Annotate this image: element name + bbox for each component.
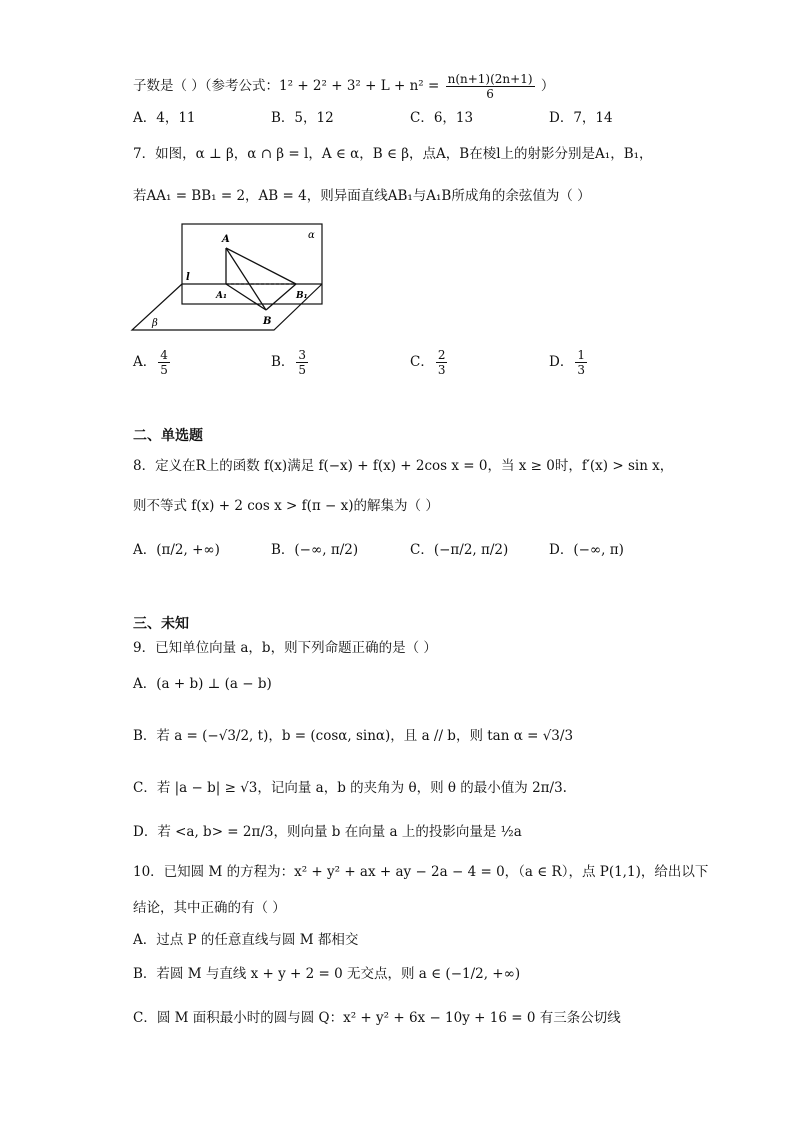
q8-option-b: B．(−∞, π/2) (271, 542, 359, 558)
q7-option-a-letter: A． (133, 354, 157, 370)
q9-line1: 9．已知单位向量 a，b，则下列命题正确的是（ ） (133, 640, 437, 656)
q7-option-b-frac (296, 348, 308, 377)
q7-option-d-frac (575, 348, 587, 377)
q8-option-a: A．(π/2, +∞) (133, 542, 220, 558)
q6-stem (133, 72, 554, 101)
q7-option-b-letter: B． (271, 354, 295, 370)
q10-option-a: A．过点 P 的任意直线与圆 M 都相交 (133, 932, 359, 948)
q6-stem-end: ） (540, 78, 555, 94)
q9-option-b: B．若 a = (−√3/2, t)，b = (cosα, sinα)，且 a // b，则 tan α = √3/3 (133, 728, 574, 744)
q6-stem-text: 子数是（ ）（参考公式：1² + 2² + 3² + L + n² = (133, 78, 440, 94)
section-heading-unknown: 三、未知 (133, 616, 189, 632)
q10-line2: 结论，其中正确的有（ ） (133, 900, 286, 916)
q10-option-b: B．若圆 M 与直线 x + y + 2 = 0 无交点，则 a ∈ (−1/2, +∞) (133, 966, 521, 982)
q7-option-d-num: 1 (577, 348, 585, 362)
q6-option-c: C．6，13 (410, 110, 474, 126)
plane-beta (132, 284, 322, 330)
q6-formula (446, 72, 535, 101)
section-heading-single-choice: 二、单选题 (133, 428, 203, 444)
q7-option-b-num: 3 (298, 348, 307, 362)
q8-option-c: C．(−π/2, π/2) (410, 542, 509, 558)
q6-option-a: A．4，11 (133, 110, 196, 126)
q7-option-b-den: 5 (298, 363, 307, 377)
q8-line2: 则不等式 f(x) + 2 cos x > f(π − x)的解集为（ ） (133, 498, 439, 514)
label-B1: B₁ (296, 291, 308, 301)
q7-option-b (271, 348, 310, 377)
q7-option-c (410, 348, 449, 377)
label-A1: A₁ (216, 291, 227, 301)
q10-line1: 10．已知圆 M 的方程为：x² + y² + ax + ay − 2a − 4 = 0，（a ∈ R），点 P(1,1)，给出以下 (133, 864, 709, 880)
label-A: A (222, 234, 230, 245)
q7-option-a-num: 4 (160, 348, 168, 362)
q7-option-a-den: 5 (160, 363, 168, 377)
q6-option-d: D．7，14 (549, 110, 613, 126)
q7-figure (128, 220, 328, 335)
q7-option-c-den: 3 (437, 363, 446, 377)
q6-formula-den: 6 (486, 87, 494, 101)
q6-formula-num: n(n+1)(2n+1) (447, 72, 533, 86)
q7-option-a (133, 348, 172, 377)
q9-option-a: A．(a + b) ⊥ (a − b) (133, 676, 272, 692)
q10-option-c: C．圆 M 面积最小时的圆与圆 Q：x² + y² + 6x − 10y + 16 = 0 有三条公切线 (133, 1010, 621, 1026)
q7-option-d (549, 348, 589, 377)
q7-option-d-den: 3 (577, 363, 585, 377)
q7-line1: 7．如图，α ⊥ β，α ∩ β = l，A ∈ α，B ∈ β，点A，B在棱l上的射影分别是A₁，B₁， (133, 146, 653, 162)
label-beta: β (152, 318, 158, 329)
label-alpha: α (308, 230, 315, 241)
q7-option-d-letter: D． (549, 354, 574, 370)
q7-line2: 若AA₁ = BB₁ = 2，AB = 4，则异面直线AB₁与A₁B所成角的余弦值为（ ） (133, 188, 591, 204)
line-AB (226, 248, 266, 310)
q7-option-a-frac (158, 348, 170, 377)
label-B: B (263, 316, 272, 327)
line-B1B (266, 284, 296, 310)
q9-option-c: C．若 |a − b| ≥ √3，记向量 a，b 的夹角为 θ，则 θ 的最小值为 2π/3. (133, 780, 567, 796)
q7-option-c-num: 2 (437, 348, 446, 362)
q8-line1: 8．定义在R上的函数 f(x)满足 f(−x) + f(x) + 2cos x = 0，当 x ≥ 0时，f′(x) > sin x， (133, 458, 674, 474)
q7-option-c-letter: C． (410, 354, 434, 370)
line-A1B (226, 284, 266, 310)
label-l: l (186, 272, 190, 283)
q6-option-b: B．5，12 (271, 110, 334, 126)
line-AB1 (226, 248, 296, 284)
q7-option-c-frac (436, 348, 448, 377)
q8-option-d: D．(−∞, π) (549, 542, 624, 558)
q9-option-d: D．若 <a, b> = 2π/3，则向量 b 在向量 a 上的投影向量是 ½a (133, 824, 522, 840)
